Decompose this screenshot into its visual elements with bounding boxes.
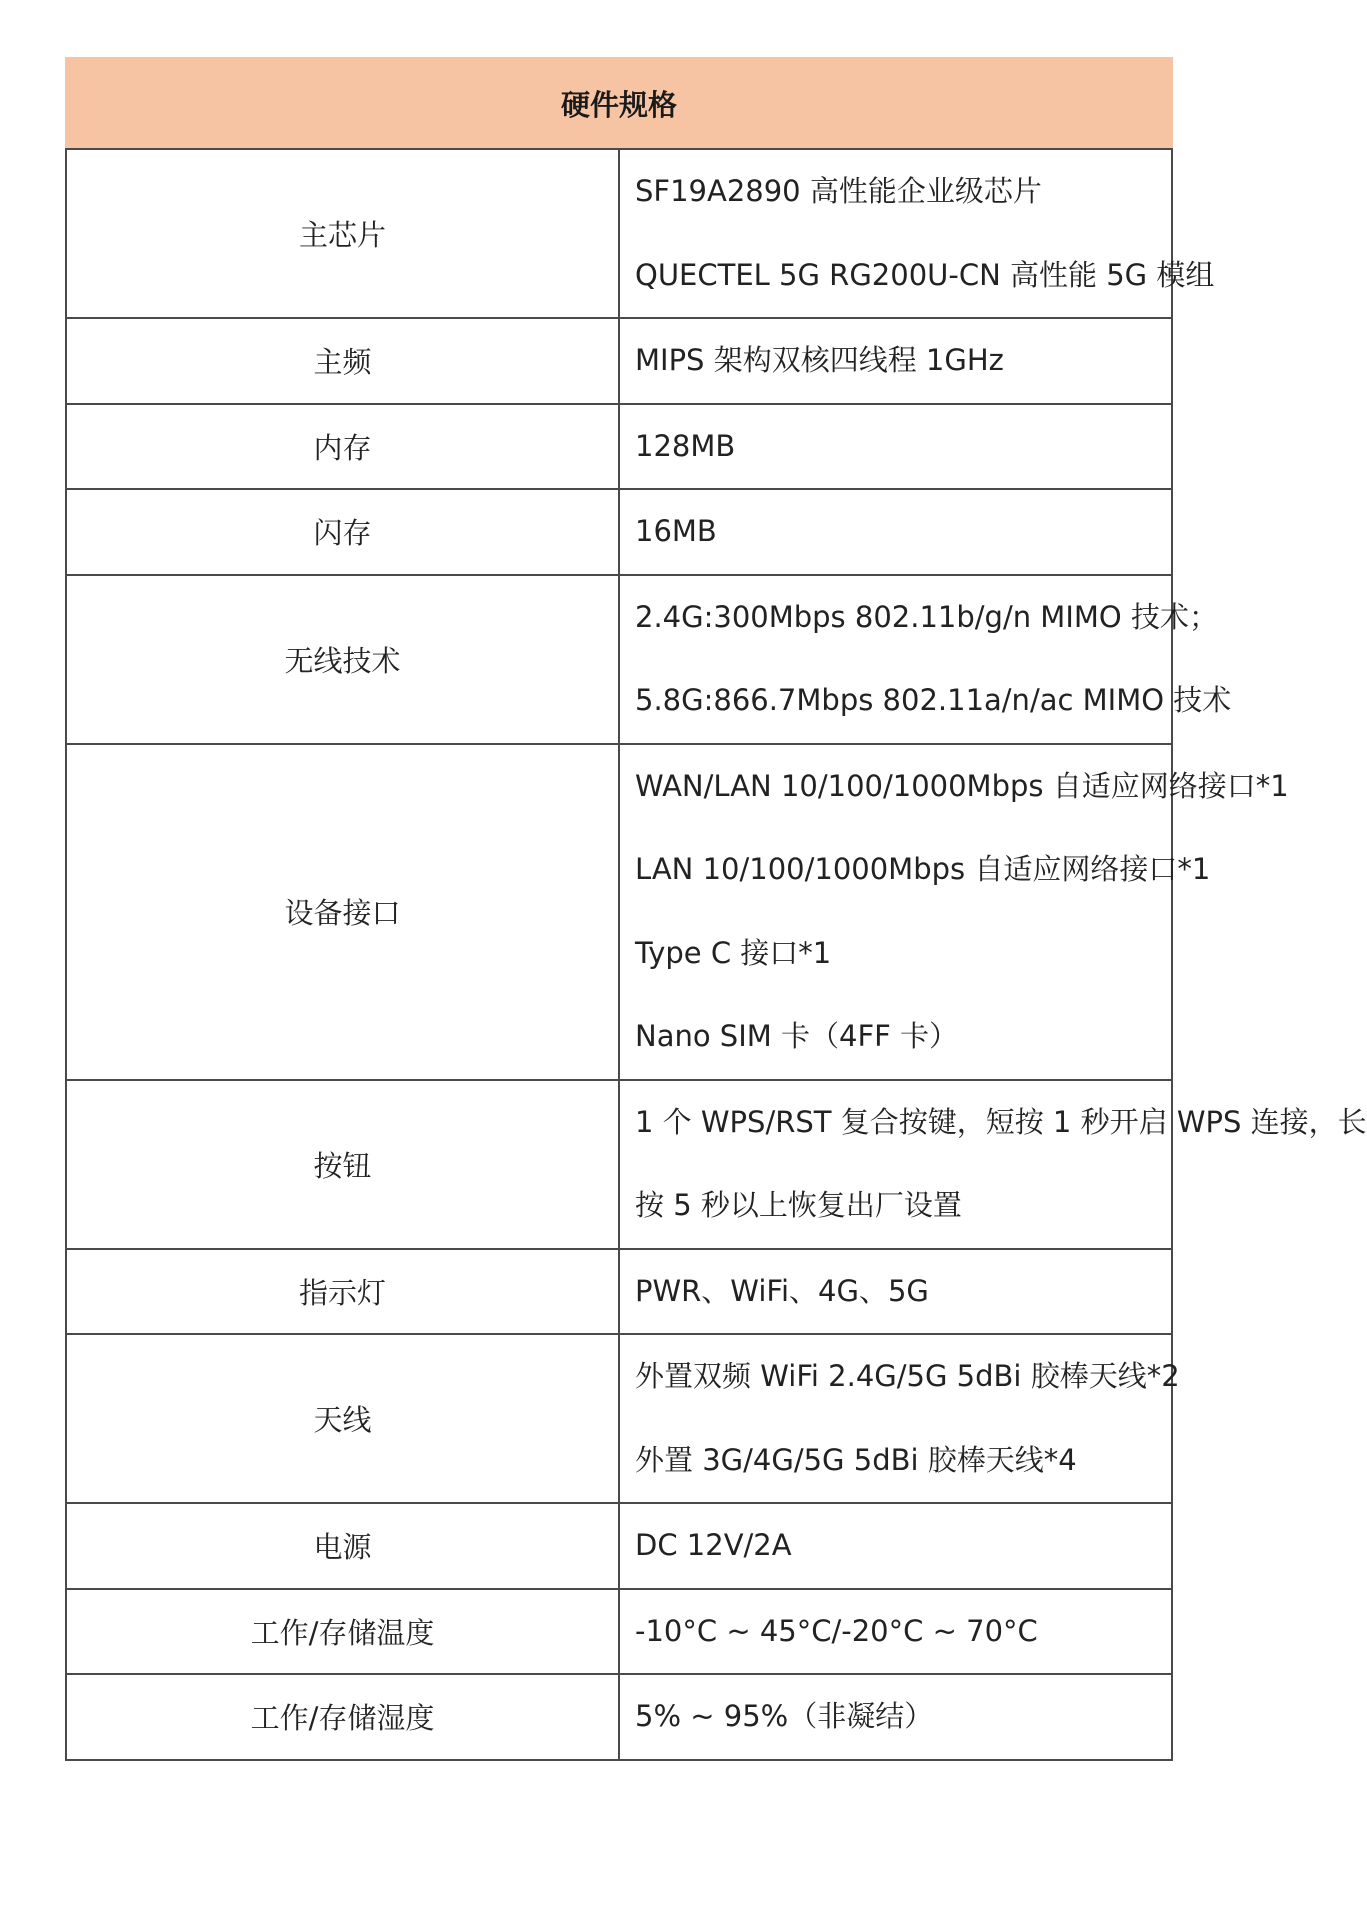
table-row xyxy=(66,404,1172,490)
row-value xyxy=(619,1674,1172,1760)
row-value xyxy=(619,404,1172,490)
table-row xyxy=(66,489,1172,575)
value-line: 外置双频 WiFi 2.4G/5G 5dBi 胶棒天线*2 xyxy=(635,1359,1180,1393)
row-label: 天线 xyxy=(66,1334,619,1503)
row-value xyxy=(619,149,1215,318)
value-line: SF19A2890 高性能企业级芯片 xyxy=(635,174,1042,208)
row-label: 按钮 xyxy=(66,1080,619,1249)
value-line: DC 12V/2A xyxy=(635,1528,792,1562)
row-value xyxy=(619,318,1172,404)
row-value xyxy=(619,489,1172,575)
table-row xyxy=(66,744,1172,1080)
row-value xyxy=(619,1503,1172,1589)
value-line: 5.8G:866.7Mbps 802.11a/n/ac MIMO 技术 xyxy=(635,683,1232,717)
value-line: Nano SIM 卡（4FF 卡） xyxy=(635,1019,959,1053)
row-value xyxy=(619,1334,1180,1503)
value-line: 2.4G:300Mbps 802.11b/g/n MIMO 技术； xyxy=(635,599,1218,634)
row-label: 主芯片 xyxy=(66,149,619,318)
row-label: 工作/存储温度 xyxy=(66,1589,619,1675)
row-label: 工作/存储湿度 xyxy=(66,1674,619,1760)
value-line: QUECTEL 5G RG200U-CN 高性能 5G 模组 xyxy=(635,257,1215,292)
table-header-row xyxy=(66,58,1172,149)
row-label: 无线技术 xyxy=(66,575,619,744)
value-line: Type C 接口*1 xyxy=(635,935,832,970)
row-label: 设备接口 xyxy=(66,744,619,1080)
row-value xyxy=(619,744,1289,1080)
table-row xyxy=(66,1249,1172,1335)
row-label: 指示灯 xyxy=(66,1249,619,1335)
row-value xyxy=(619,1080,1367,1249)
value-line: 5% ~ 95%（非凝结） xyxy=(635,1699,934,1733)
row-label: 主频 xyxy=(66,318,619,404)
table-row xyxy=(66,1334,1172,1503)
row-label: 内存 xyxy=(66,404,619,490)
value-line: -10°C ~ 45°C/-20°C ~ 70°C xyxy=(635,1613,1038,1648)
row-value xyxy=(619,575,1232,744)
table-title: 硬件规格 xyxy=(66,58,1172,149)
row-value xyxy=(619,1249,1172,1335)
table-row xyxy=(66,1589,1172,1675)
table-row xyxy=(66,1503,1172,1589)
row-label: 电源 xyxy=(66,1503,619,1589)
value-line: PWR、WiFi、4G、5G xyxy=(635,1273,929,1308)
value-line: MIPS 架构双核四线程 1GHz xyxy=(635,343,1004,377)
table-row xyxy=(66,149,1172,318)
table-row xyxy=(66,1674,1172,1760)
row-label: 闪存 xyxy=(66,489,619,575)
value-line: 按 5 秒以上恢复出厂设置 xyxy=(635,1188,962,1222)
table-row xyxy=(66,318,1172,404)
table-row xyxy=(66,1080,1172,1249)
value-line: WAN/LAN 10/100/1000Mbps 自适应网络接口*1 xyxy=(635,768,1289,803)
value-line: LAN 10/100/1000Mbps 自适应网络接口*1 xyxy=(635,852,1211,886)
value-line: 1 个 WPS/RST 复合按键，短按 1 秒开启 WPS 连接，长 xyxy=(635,1104,1367,1139)
value-line: 16MB xyxy=(635,514,717,548)
row-value xyxy=(619,1589,1172,1675)
hardware-spec-table xyxy=(65,57,1367,1761)
table-row xyxy=(66,575,1172,744)
value-line: 外置 3G/4G/5G 5dBi 胶棒天线*4 xyxy=(635,1442,1077,1477)
value-line: 128MB xyxy=(635,428,736,463)
